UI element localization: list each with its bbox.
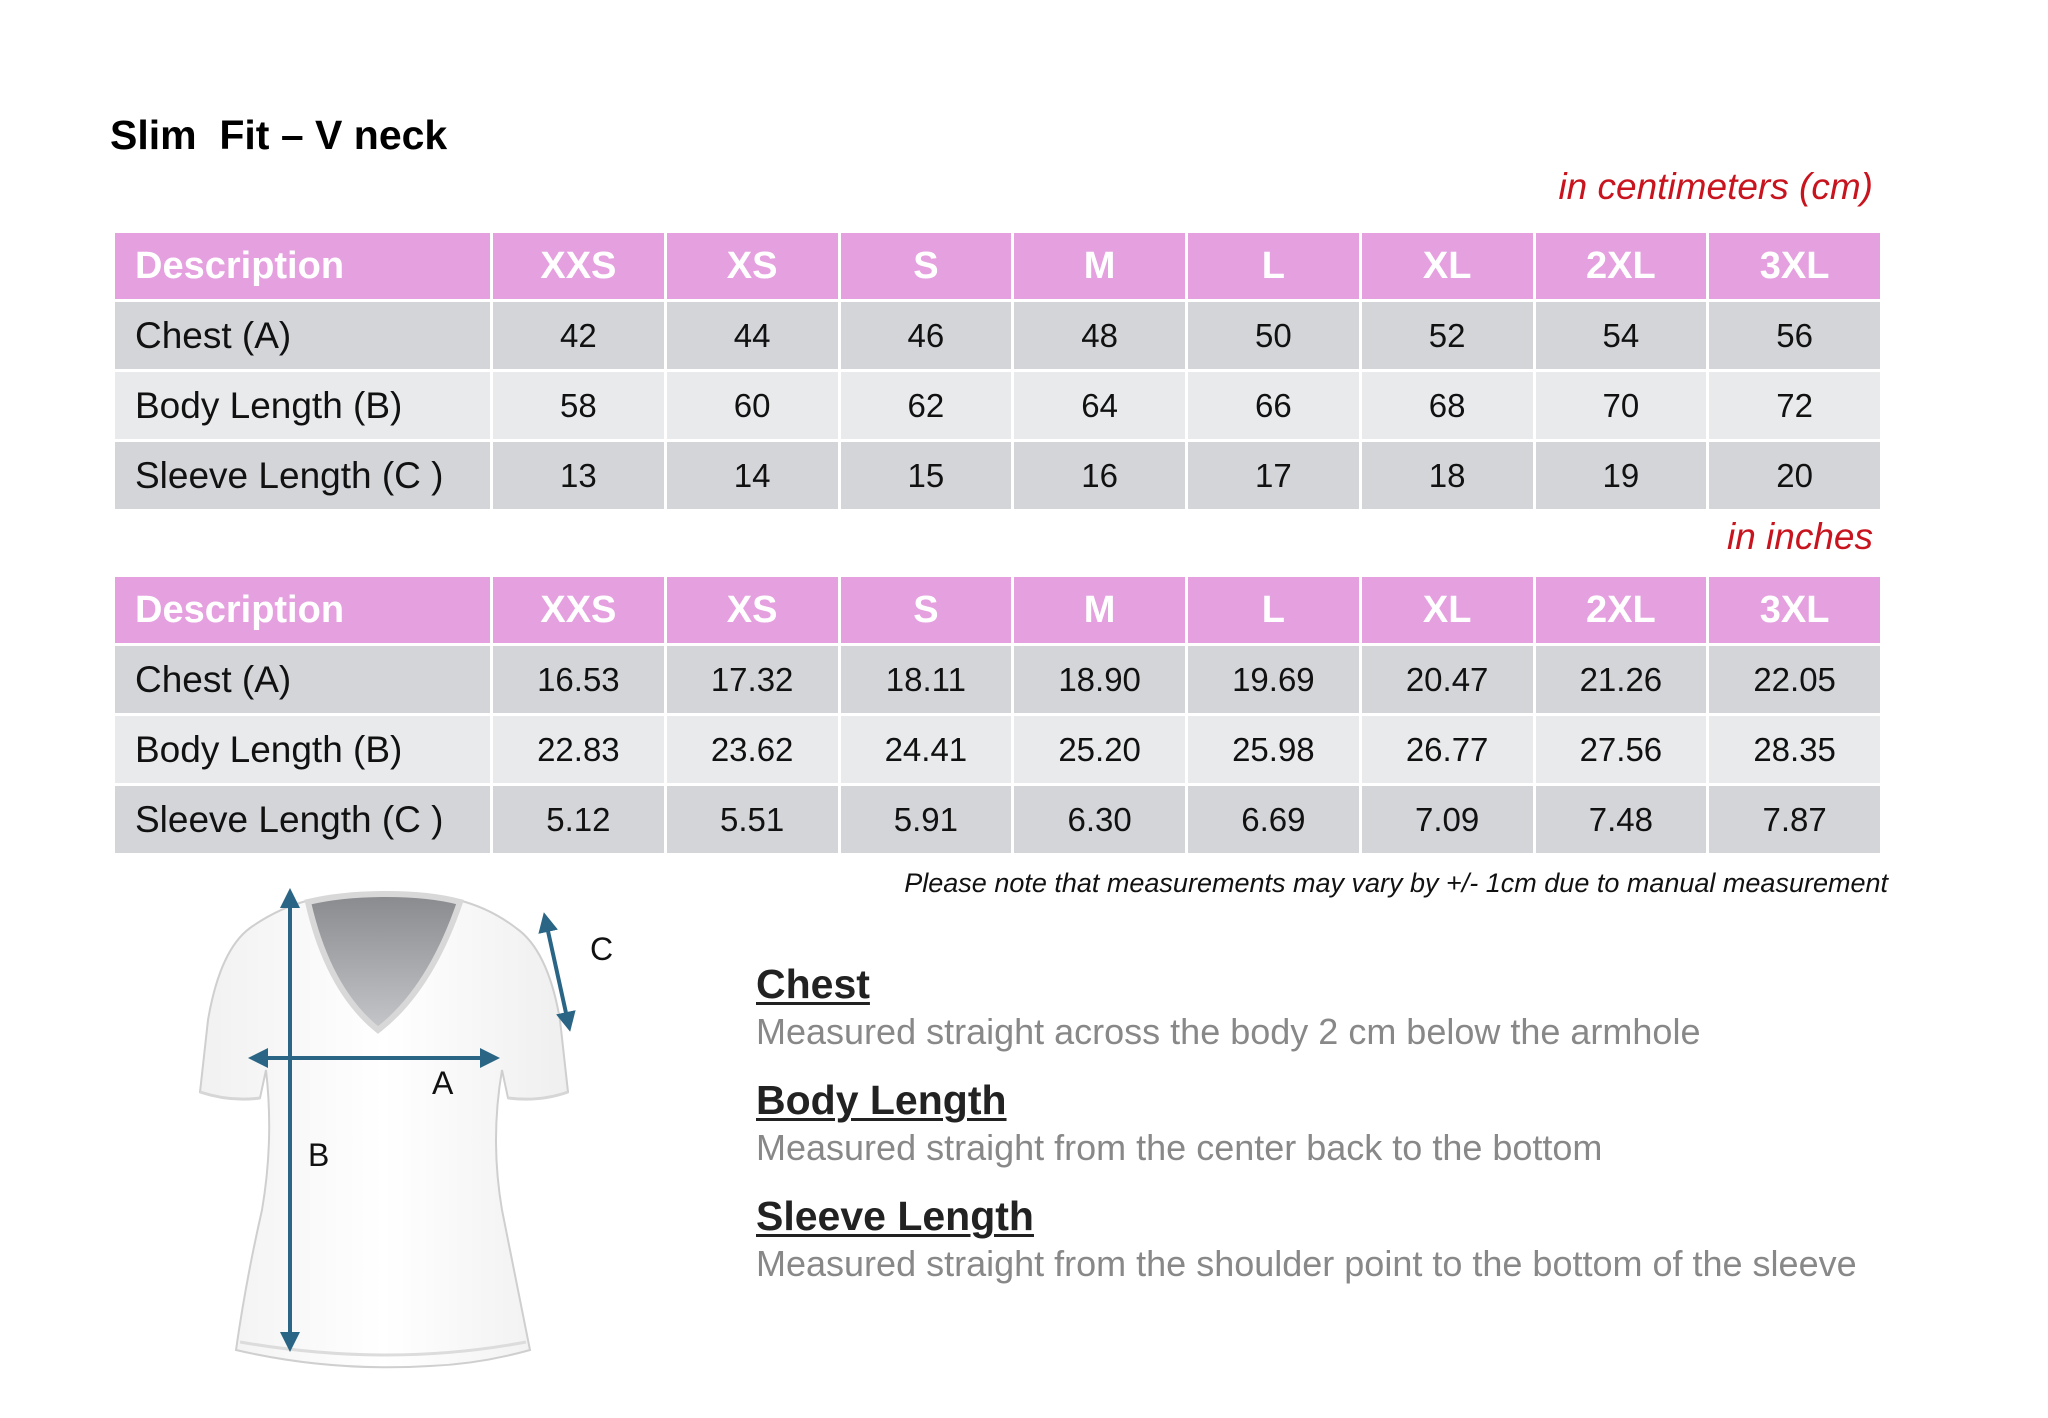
table-cell: 27.56 [1534,715,1708,785]
header-size: XS [665,576,839,645]
row-label: Sleeve Length (C ) [114,441,492,511]
table-cell: 5.12 [492,785,666,855]
table-cell: 6.69 [1187,785,1361,855]
table-cell: 22.05 [1708,645,1882,715]
table-cell: 62 [839,371,1013,441]
definition-title: Chest [756,961,870,1007]
table-cell: 25.98 [1187,715,1361,785]
table-cell: 58 [492,371,666,441]
table-cell: 5.51 [665,785,839,855]
table-cell: 17.32 [665,645,839,715]
table-cell: 7.48 [1534,785,1708,855]
header-size: 2XL [1534,576,1708,645]
table-cell: 16.53 [492,645,666,715]
header-size: S [839,232,1013,301]
definition-body-length [756,1076,1996,1170]
table-row-sleeve-length [114,785,1882,855]
table-cell: 21.26 [1534,645,1708,715]
header-description: Description [114,576,492,645]
header-size: S [839,576,1013,645]
definition-chest [756,960,1996,1054]
table-header-row [114,232,1882,301]
table-cell: 7.09 [1360,785,1534,855]
table-cell: 19.69 [1187,645,1361,715]
table-cell: 64 [1013,371,1187,441]
table-cell: 72 [1708,371,1882,441]
table-cell: 44 [665,301,839,371]
header-size: 2XL [1534,232,1708,301]
label-a: A [432,1065,454,1101]
header-size: XXS [492,232,666,301]
header-description: Description [114,232,492,301]
table-cell: 48 [1013,301,1187,371]
table-cell: 60 [665,371,839,441]
definition-title: Body Length [756,1077,1007,1123]
header-size: L [1187,232,1361,301]
definition-title: Sleeve Length [756,1193,1034,1239]
measurement-definitions [756,960,1996,1308]
row-label: Chest (A) [114,645,492,715]
header-size: XXS [492,576,666,645]
definition-text: Measured straight across the body 2 cm below the armhole [756,1011,1701,1052]
table-cell: 18.90 [1013,645,1187,715]
table-row-body-length [114,715,1882,785]
tshirt-diagram [190,880,650,1380]
measurement-note: Please note that measurements may vary by +/- 1cm due to manual measurement [904,868,1888,898]
table-cell: 26.77 [1360,715,1534,785]
table-cell: 70 [1534,371,1708,441]
table-row-sleeve-length [114,441,1882,511]
table-cell: 15 [839,441,1013,511]
table-cell: 20 [1708,441,1882,511]
table-row-body-length [114,371,1882,441]
size-table-cm [112,230,1883,512]
page-title: Slim Fit – V neck [110,112,448,158]
table-cell: 23.62 [665,715,839,785]
table-cell: 20.47 [1360,645,1534,715]
table-cell: 5.91 [839,785,1013,855]
table-cell: 19 [1534,441,1708,511]
definition-text: Measured straight from the center back to the bottom [756,1127,1603,1168]
definition-text: Measured straight from the shoulder point to the bottom of the sleeve [756,1243,1857,1284]
header-size: XL [1360,232,1534,301]
table-cell: 42 [492,301,666,371]
table-row-chest [114,301,1882,371]
table-row-chest [114,645,1882,715]
label-b: B [308,1137,330,1173]
tshirt-shape [200,894,568,1367]
header-size: 3XL [1708,576,1882,645]
table-cell: 28.35 [1708,715,1882,785]
table-cell: 52 [1360,301,1534,371]
table-cell: 22.83 [492,715,666,785]
table-header-row [114,576,1882,645]
header-size: 3XL [1708,232,1882,301]
row-label: Sleeve Length (C ) [114,785,492,855]
row-label: Chest (A) [114,301,492,371]
table-cell: 56 [1708,301,1882,371]
header-size: M [1013,576,1187,645]
table-cell: 54 [1534,301,1708,371]
row-label: Body Length (B) [114,715,492,785]
header-size: XS [665,232,839,301]
table-cell: 46 [839,301,1013,371]
table-cell: 13 [492,441,666,511]
header-size: M [1013,232,1187,301]
table-cell: 18 [1360,441,1534,511]
table-cell: 7.87 [1708,785,1882,855]
table-cell: 17 [1187,441,1361,511]
table-cell: 50 [1187,301,1361,371]
table-cell: 66 [1187,371,1361,441]
unit-label-cm: in centimeters (cm) [1558,166,1873,207]
table-cell: 18.11 [839,645,1013,715]
label-c: C [590,931,614,967]
definition-sleeve-length [756,1192,1996,1286]
table-cell: 24.41 [839,715,1013,785]
row-label: Body Length (B) [114,371,492,441]
table-cell: 14 [665,441,839,511]
table-cell: 16 [1013,441,1187,511]
unit-label-inches: in inches [1726,516,1873,557]
table-cell: 68 [1360,371,1534,441]
header-size: L [1187,576,1361,645]
header-size: XL [1360,576,1534,645]
size-table-inches [112,574,1883,856]
table-cell: 25.20 [1013,715,1187,785]
table-cell: 6.30 [1013,785,1187,855]
